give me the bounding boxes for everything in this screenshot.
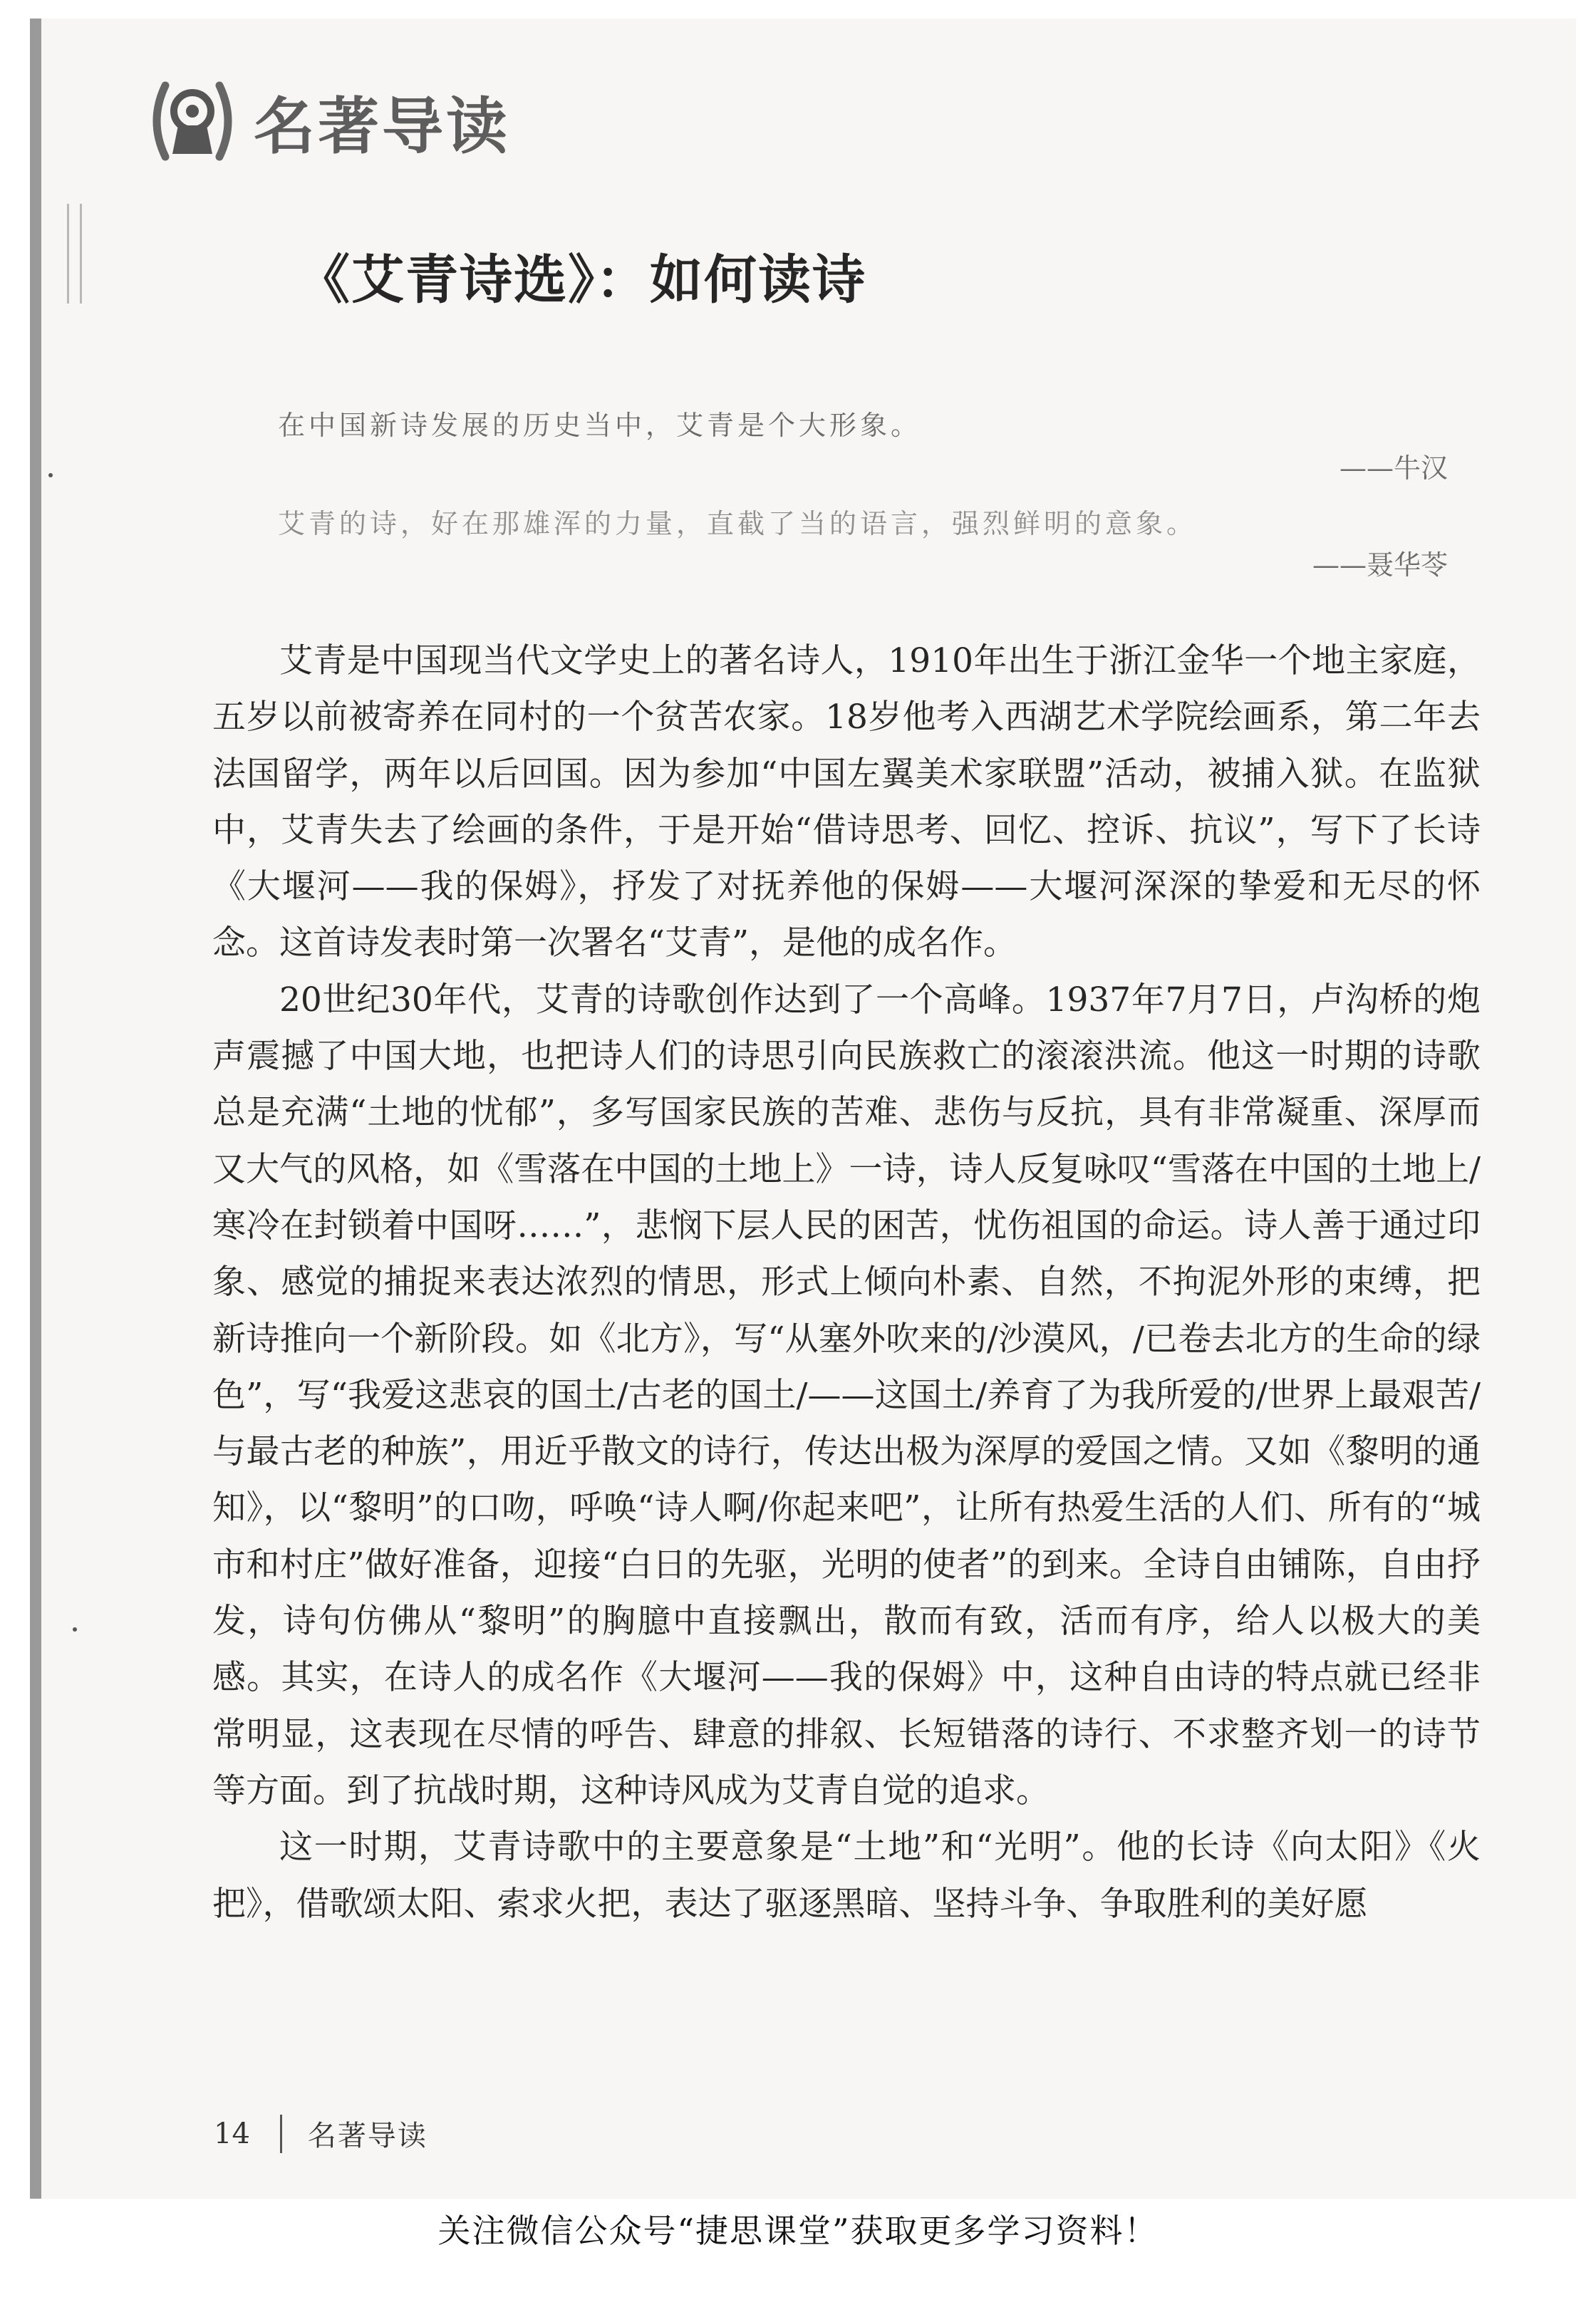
footer-label: 名著导读 xyxy=(307,2120,428,2152)
article-title: 《艾青诗选》：如何读诗 xyxy=(297,249,866,311)
page-footer xyxy=(214,2113,428,2154)
body-paragraph: 这一时期，艾青诗歌中的主要意象是“土地”和“光明”。他的长诗《向太阳》《火把》，借歌颂太阳、索求火把，表达了驱逐黑暗、坚持斗争、争取胜利的美好愿 xyxy=(212,1828,1481,1924)
scan-speck xyxy=(48,473,53,477)
scan-speck xyxy=(73,1627,77,1632)
section-title: 名著导读 xyxy=(254,91,510,162)
promo-note: 关注微信公众号“捷思课堂”获取更多学习资料！ xyxy=(437,2212,1159,2250)
epigraph-attribution: ——牛汉 xyxy=(1339,452,1448,484)
section-header xyxy=(144,77,510,165)
article-body xyxy=(212,633,1481,1932)
reading-guide-logo-icon xyxy=(144,78,241,164)
book-page xyxy=(30,19,1576,2199)
page-number: 14 xyxy=(214,2117,250,2150)
body-paragraph: 20世纪30年代，艾青的诗歌创作达到了一个高峰。1937年7月7日，卢沟桥的炮声震撼了中国大地，也把诗人们的诗思引向民族救亡的滚滚洪流。他这一时期的诗歌总是充满“土地的忧郁”，多写国家民族的苦难、悲伤与反抗，具有非常凝重、深厚而又大气的风格，如《雪落在中国的土地上》一诗，诗人反复咏叹“雪落在中国的土地上/寒冷在封锁着中国呀……”，悲悯下层人民的困苦，忧伤祖国的命运。诗人善于通过印象、感觉的捕捉来表达浓烈的情思，形式上倾向朴素、自然，不拘泥外形的束缚，把新诗推向一个新阶段。如《北方》，写“从塞外吹来的/沙漠风，/已卷去北方的生命的绿色”，写“我爱这悲哀的国土/古老的国土/——这国土/养育了为我所爱的/世界上最艰苦/与最古老的种族”，用近乎散文的诗行，传达出极为深厚的爱国之情。又如《黎明的通知》，以“黎明”的口吻，呼唤“诗人啊/你起来吧”，让所有热爱生活的人们、所有的“城市和村庄”做好准备，迎接“白日的先驱，光明的使者”的到来。全诗自由铺陈，自由抒发，诗句仿佛从“黎明”的胸臆中直接飘出，散而有致，活而有序，给人以极大的美感。其实，在诗人的成名作《大堰河——我的保姆》中，这种自由诗的特点就已经非常明显，这表现在尽情的呼告、肆意的排叙、长短错落的诗行、不求整齐划一的诗节等方面。到了抗战时期，这种诗风成为艾青自觉的追求。 xyxy=(212,980,1481,1810)
epigraph-attribution: ——聂华苓 xyxy=(1312,549,1448,581)
margin-decoration xyxy=(67,204,110,304)
epigraph-quote: 艾青的诗，好在那雄浑的力量，直截了当的语言，强烈鲜明的意象。 xyxy=(278,508,1198,539)
footer-divider xyxy=(280,2115,282,2153)
epigraph-quote: 在中国新诗发展的历史当中，艾青是个大形象。 xyxy=(278,410,922,441)
page-edge-shadow xyxy=(30,19,41,2199)
body-paragraph: 艾青是中国现当代文学史上的著名诗人，1910年出生于浙江金华一个地主家庭，五岁以前被寄养在同村的一个贫苦农家。18岁他考入西湖艺术学院绘画系，第二年去法国留学，两年以后回国。因为参加“中国左翼美术家联盟”活动，被捕入狱。在监狱中，艾青失去了绘画的条件，于是开始“借诗思考、回忆、控诉、抗议”，写下了长诗《大堰河——我的保姆》，抒发了对抚养他的保姆——大堰河深深的挚爱和无尽的怀念。这首诗发表时第一次署名“艾青”，是他的成名作。 xyxy=(212,641,1481,963)
